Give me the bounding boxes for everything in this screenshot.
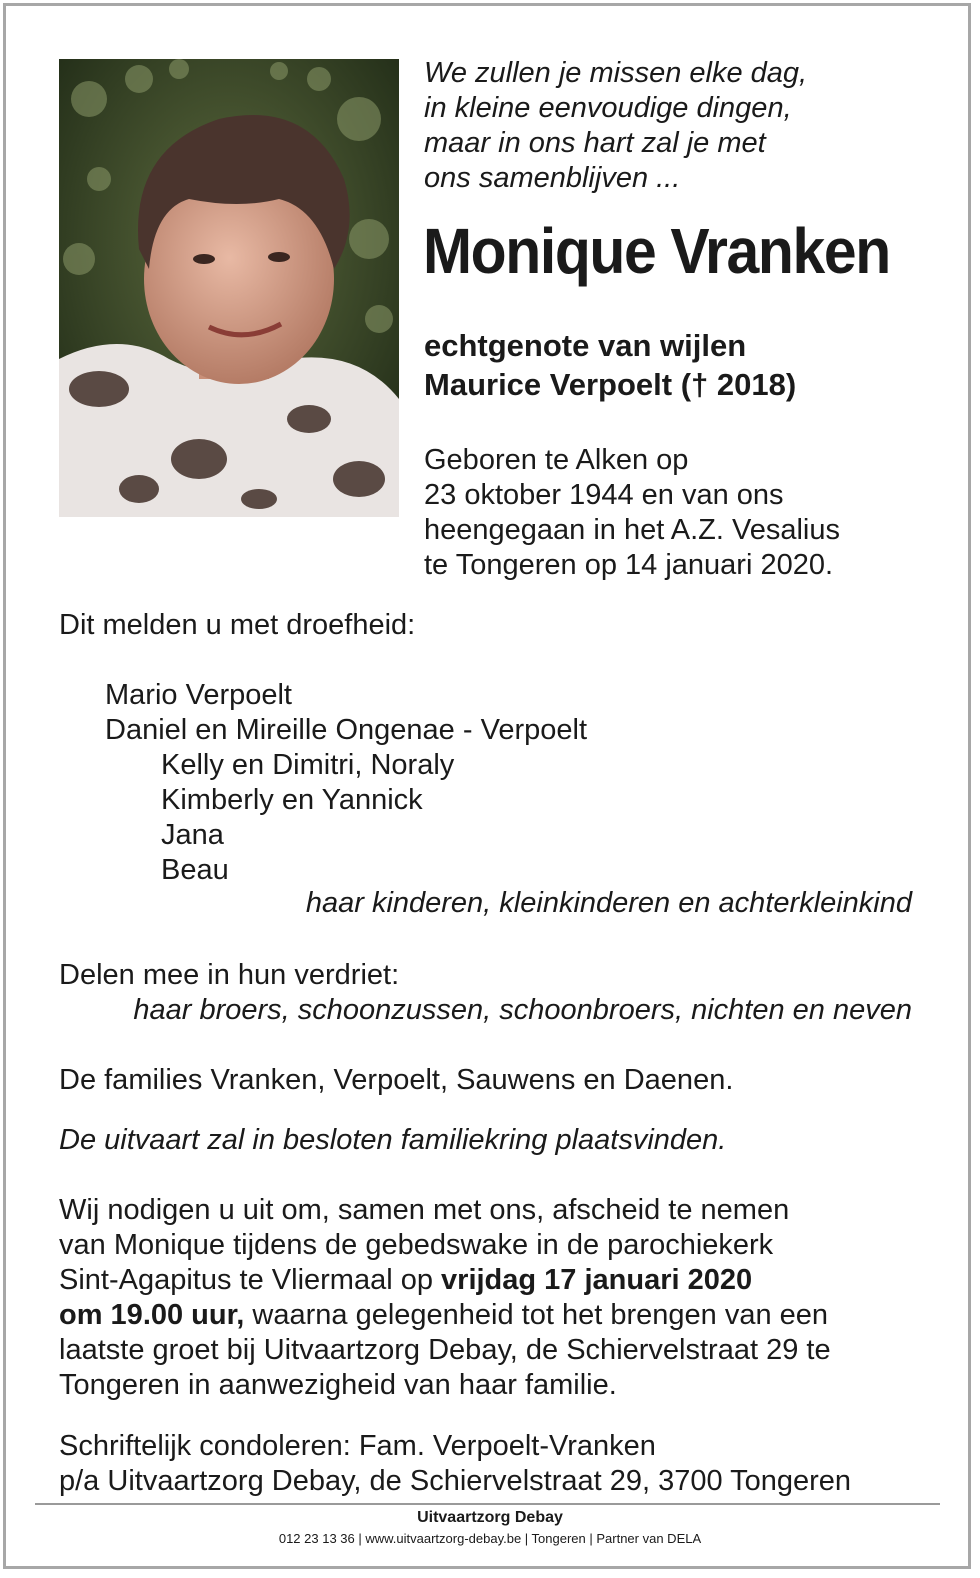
funeral-note: De uitvaart zal in besloten familiekring plaatsvinden. (59, 1124, 727, 1156)
family-member: Mario Verpoelt (105, 679, 292, 711)
birth-death-line: heengegaan in het A.Z. Vesalius (424, 514, 840, 546)
family-member: Kelly en Dimitri, Noraly (161, 749, 455, 781)
condolence-info (59, 1429, 851, 1499)
deceased-name: Monique Vranken (423, 215, 890, 287)
families-line: De families Vranken, Verpoelt, Sauwens en Daenen. (59, 1064, 734, 1096)
wake-time: om 19.00 uur, (59, 1299, 245, 1331)
announcement-intro: Dit melden u met droefheid: (59, 609, 416, 641)
spouse-line: Maurice Verpoelt († 2018) (424, 367, 797, 402)
share-grief-list: haar broers, schoonzussen, schoonbroers, nichten en neven (133, 994, 912, 1026)
invitation-text: waarna gelegenheid tot het brengen van een (244, 1299, 829, 1331)
poem-line: ons samenblijven ... (424, 162, 681, 194)
family-member: Beau (161, 854, 229, 886)
invitation-line (59, 1263, 831, 1298)
invitation-line (59, 1298, 831, 1333)
footer-contact: 012 23 13 36 | www.uitvaartzorg-debay.be | Tongeren | Partner van DELA (278, 1531, 702, 1546)
spouse-info (424, 326, 796, 404)
family-member: Kimberly en Yannick (161, 784, 423, 816)
family-relation: haar kinderen, kleinkinderen en achterkleinkind (305, 887, 912, 919)
invitation-line: van Monique tijdens de gebedswake in de parochiekerk (59, 1229, 774, 1261)
wake-date: vrijdag 17 januari 2020 (441, 1264, 753, 1296)
birth-death-line: 23 oktober 1944 en van ons (424, 479, 784, 511)
poem-line: maar in ons hart zal je met (424, 127, 766, 159)
birth-death-line: te Tongeren op 14 januari 2020. (424, 549, 834, 581)
birth-death-info (424, 443, 840, 583)
spouse-line: echtgenote van wijlen (424, 328, 747, 363)
footer-divider (35, 1503, 940, 1505)
invitation-line: Tongeren in aanwezigheid van haar familie. (59, 1369, 617, 1401)
condolence-line: Schriftelijk condoleren: Fam. Verpoelt-Vranken (59, 1430, 656, 1462)
invitation-line: Wij nodigen u uit om, samen met ons, afscheid te nemen (59, 1194, 790, 1226)
condolence-line: p/a Uitvaartzorg Debay, de Schiervelstraat 29, 3700 Tongeren (59, 1465, 852, 1497)
invitation-line: laatste groet bij Uitvaartzorg Debay, de Schiervelstraat 29 te (59, 1334, 831, 1366)
share-grief-label: Delen mee in hun verdriet: (59, 959, 400, 991)
poem-line: We zullen je missen elke dag, (424, 57, 808, 89)
family-member: Daniel en Mireille Ongenae - Verpoelt (105, 714, 587, 746)
birth-death-line: Geboren te Alken op (424, 444, 689, 476)
poem-line: in kleine eenvoudige dingen, (424, 92, 792, 124)
invitation-text: Sint-Agapitus te Vliermaal op (59, 1264, 442, 1296)
memorial-poem (424, 56, 807, 196)
family-member: Jana (161, 819, 224, 851)
portrait-photo (59, 59, 399, 517)
footer-company: Uitvaartzorg Debay (417, 1509, 563, 1526)
invitation (59, 1193, 831, 1403)
